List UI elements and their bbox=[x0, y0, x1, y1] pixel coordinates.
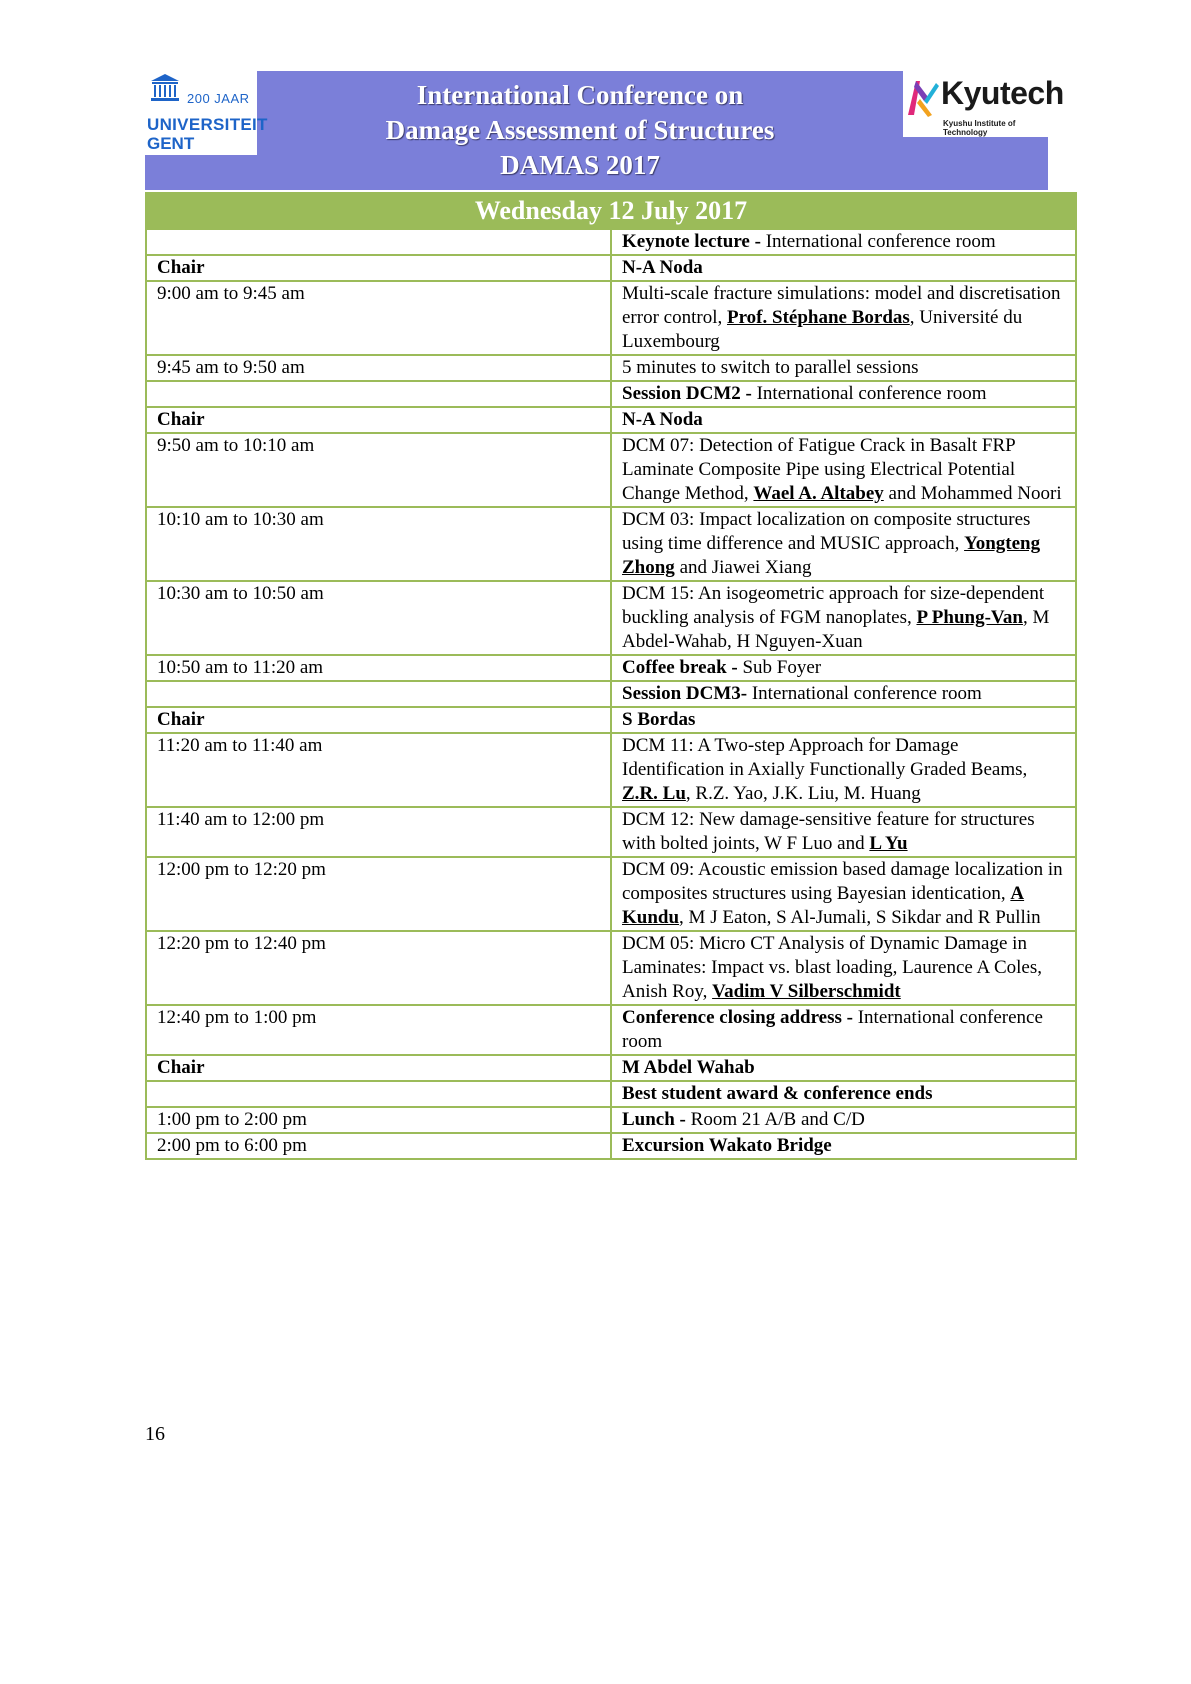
session-details bbox=[611, 807, 1076, 857]
time-slot: 10:10 am to 10:30 am bbox=[146, 507, 611, 581]
session-text: Room 21 A/B and C/D bbox=[690, 1109, 865, 1130]
session-details bbox=[611, 255, 1076, 281]
session-details bbox=[611, 1107, 1076, 1133]
conference-title bbox=[257, 78, 903, 183]
session-details bbox=[611, 1081, 1076, 1107]
time-slot: 9:00 am to 9:45 am bbox=[146, 281, 611, 355]
schedule-row bbox=[146, 355, 1076, 381]
schedule-row bbox=[146, 1107, 1076, 1133]
presenter-name: Wael A. Altabey bbox=[753, 483, 884, 504]
session-text: , M Abdel-Wahab, H Nguyen-Xuan bbox=[622, 607, 1050, 652]
schedule-row bbox=[146, 807, 1076, 857]
session-details bbox=[611, 681, 1076, 707]
session-text: DCM 12: New damage-sensitive feature for structures with bolted joints, W F Luo and bbox=[622, 809, 1035, 854]
kyutech-subtitle: Kyushu Institute of Technology bbox=[943, 119, 1016, 137]
session-details bbox=[611, 707, 1076, 733]
schedule-row bbox=[146, 281, 1076, 355]
schedule-row bbox=[146, 581, 1076, 655]
schedule-row bbox=[146, 707, 1076, 733]
session-details bbox=[611, 581, 1076, 655]
time-slot: 12:00 pm to 12:20 pm bbox=[146, 857, 611, 931]
universiteit-gent-logo bbox=[145, 71, 268, 155]
session-heading: Session DCM2 - bbox=[622, 383, 757, 404]
session-text: 5 minutes to switch to parallel sessions bbox=[622, 357, 919, 378]
session-details bbox=[611, 1005, 1076, 1055]
schedule-row bbox=[146, 433, 1076, 507]
logo-gent-text: GENT bbox=[147, 134, 195, 153]
session-heading: M Abdel Wahab bbox=[622, 1057, 755, 1078]
session-heading: Keynote lecture - bbox=[622, 231, 766, 252]
session-text: Multi-scale fracture simulations: model and discretisation error control, bbox=[622, 283, 1061, 328]
presenter-name: Yongteng Zhong bbox=[622, 533, 1041, 578]
session-text: DCM 03: Impact localization on composite structures using time difference and MUSIC approach, bbox=[622, 509, 1031, 554]
schedule-row bbox=[146, 407, 1076, 433]
session-details bbox=[611, 381, 1076, 407]
chair-label: Chair bbox=[146, 255, 611, 281]
time-slot bbox=[146, 1081, 611, 1107]
title-line-3: DAMAS 2017 bbox=[500, 150, 660, 180]
logo-universiteit-text: UNIVERSITEIT bbox=[147, 115, 268, 134]
schedule-table bbox=[145, 192, 1077, 1160]
session-text: International conference room bbox=[765, 231, 996, 252]
session-text: International conference room bbox=[756, 383, 987, 404]
session-text: DCM 09: Acoustic emission based damage localization in composites structures using Bayesian identication, bbox=[622, 859, 1063, 904]
title-line-2: Damage Assessment of Structures bbox=[385, 115, 775, 145]
schedule-row bbox=[146, 1133, 1076, 1159]
session-details bbox=[611, 857, 1076, 931]
session-heading: Excursion Wakato Bridge bbox=[622, 1135, 832, 1156]
session-details bbox=[611, 655, 1076, 681]
session-text: DCM 15: An isogeometric approach for size-dependent buckling analysis of FGM nanoplates, bbox=[622, 583, 1045, 628]
chair-label: Chair bbox=[146, 407, 611, 433]
session-heading: N-A Noda bbox=[622, 409, 703, 430]
session-heading: Coffee break - bbox=[622, 657, 743, 678]
session-text: , R.Z. Yao, J.K. Liu, M. Huang bbox=[685, 783, 921, 804]
session-details bbox=[611, 433, 1076, 507]
title-line-1: International Conference on bbox=[416, 80, 744, 110]
time-slot bbox=[146, 381, 611, 407]
session-text: International conference room bbox=[751, 683, 982, 704]
schedule-row bbox=[146, 857, 1076, 931]
schedule-row bbox=[146, 1055, 1076, 1081]
presenter-name: Prof. Stéphane Bordas bbox=[726, 307, 910, 328]
time-slot: 10:30 am to 10:50 am bbox=[146, 581, 611, 655]
session-heading: N-A Noda bbox=[622, 257, 703, 278]
session-heading: S Bordas bbox=[622, 709, 696, 730]
presenter-name: P Phung-Van bbox=[916, 607, 1023, 628]
session-heading: Session DCM3- bbox=[622, 683, 752, 704]
schedule-row bbox=[146, 1005, 1076, 1055]
session-text: DCM 07: Detection of Fatigue Crack in Basalt FRP Laminate Composite Pipe using Electrical Potential Change Method, bbox=[622, 435, 1016, 504]
time-slot: 12:20 pm to 12:40 pm bbox=[146, 931, 611, 1005]
chair-label: Chair bbox=[146, 1055, 611, 1081]
time-slot: 11:20 am to 11:40 am bbox=[146, 733, 611, 807]
session-heading: Conference closing address - bbox=[622, 1007, 858, 1028]
kyutech-logo bbox=[903, 71, 1064, 137]
session-details bbox=[611, 229, 1076, 255]
session-heading: Lunch - bbox=[622, 1109, 691, 1130]
session-text: and Jiawei Xiang bbox=[674, 557, 812, 578]
session-text: Sub Foyer bbox=[742, 657, 822, 678]
session-heading: Best student award & conference ends bbox=[622, 1083, 933, 1104]
schedule-row bbox=[146, 733, 1076, 807]
day-title: Wednesday 12 July 2017 bbox=[146, 193, 1076, 229]
session-text: DCM 11: A Two-step Approach for Damage Identification in Axially Functionally Graded Beams, bbox=[622, 735, 1028, 780]
chair-label: Chair bbox=[146, 707, 611, 733]
time-slot: 1:00 pm to 2:00 pm bbox=[146, 1107, 611, 1133]
time-slot: 12:40 pm to 1:00 pm bbox=[146, 1005, 611, 1055]
schedule-row bbox=[146, 507, 1076, 581]
schedule-row bbox=[146, 681, 1076, 707]
session-details bbox=[611, 931, 1076, 1005]
session-text: and Mohammed Noori bbox=[883, 483, 1062, 504]
page-number: 16 bbox=[145, 1423, 165, 1445]
time-slot: 2:00 pm to 6:00 pm bbox=[146, 1133, 611, 1159]
session-text: International conference room bbox=[622, 1007, 1043, 1052]
session-text: DCM 05: Micro CT Analysis of Dynamic Damage in Laminates: Impact vs. blast loading, Laurence A Coles, Anish Roy, bbox=[622, 933, 1043, 1002]
day-header-row bbox=[146, 193, 1076, 229]
presenter-name: L Yu bbox=[869, 833, 908, 854]
kyutech-mark-icon bbox=[906, 77, 940, 119]
schedule-row bbox=[146, 1081, 1076, 1107]
time-slot bbox=[146, 681, 611, 707]
schedule-row bbox=[146, 655, 1076, 681]
session-details bbox=[611, 507, 1076, 581]
time-slot: 9:50 am to 10:10 am bbox=[146, 433, 611, 507]
session-text: , Université du Luxembourg bbox=[622, 307, 1023, 352]
session-text: , M J Eaton, S Al-Jumali, S Sikdar and R Pullin bbox=[679, 907, 1041, 928]
session-details bbox=[611, 1133, 1076, 1159]
session-details bbox=[611, 1055, 1076, 1081]
session-details bbox=[611, 733, 1076, 807]
session-details bbox=[611, 355, 1076, 381]
time-slot: 9:45 am to 9:50 am bbox=[146, 355, 611, 381]
time-slot bbox=[146, 229, 611, 255]
session-details bbox=[611, 407, 1076, 433]
schedule-row bbox=[146, 229, 1076, 255]
kyutech-name: Kyutech bbox=[941, 75, 1064, 111]
time-slot: 10:50 am to 11:20 am bbox=[146, 655, 611, 681]
schedule-row bbox=[146, 255, 1076, 281]
presenter-name: Z.R. Lu bbox=[622, 783, 686, 804]
schedule-row bbox=[146, 381, 1076, 407]
university-building-icon bbox=[149, 73, 181, 103]
schedule-row bbox=[146, 931, 1076, 1005]
logo-anniversary-text: 200 JAAR bbox=[187, 91, 250, 106]
time-slot: 11:40 am to 12:00 pm bbox=[146, 807, 611, 857]
session-details bbox=[611, 281, 1076, 355]
presenter-name: A Kundu bbox=[622, 883, 1025, 928]
presenter-name: Vadim V Silberschmidt bbox=[712, 981, 901, 1002]
